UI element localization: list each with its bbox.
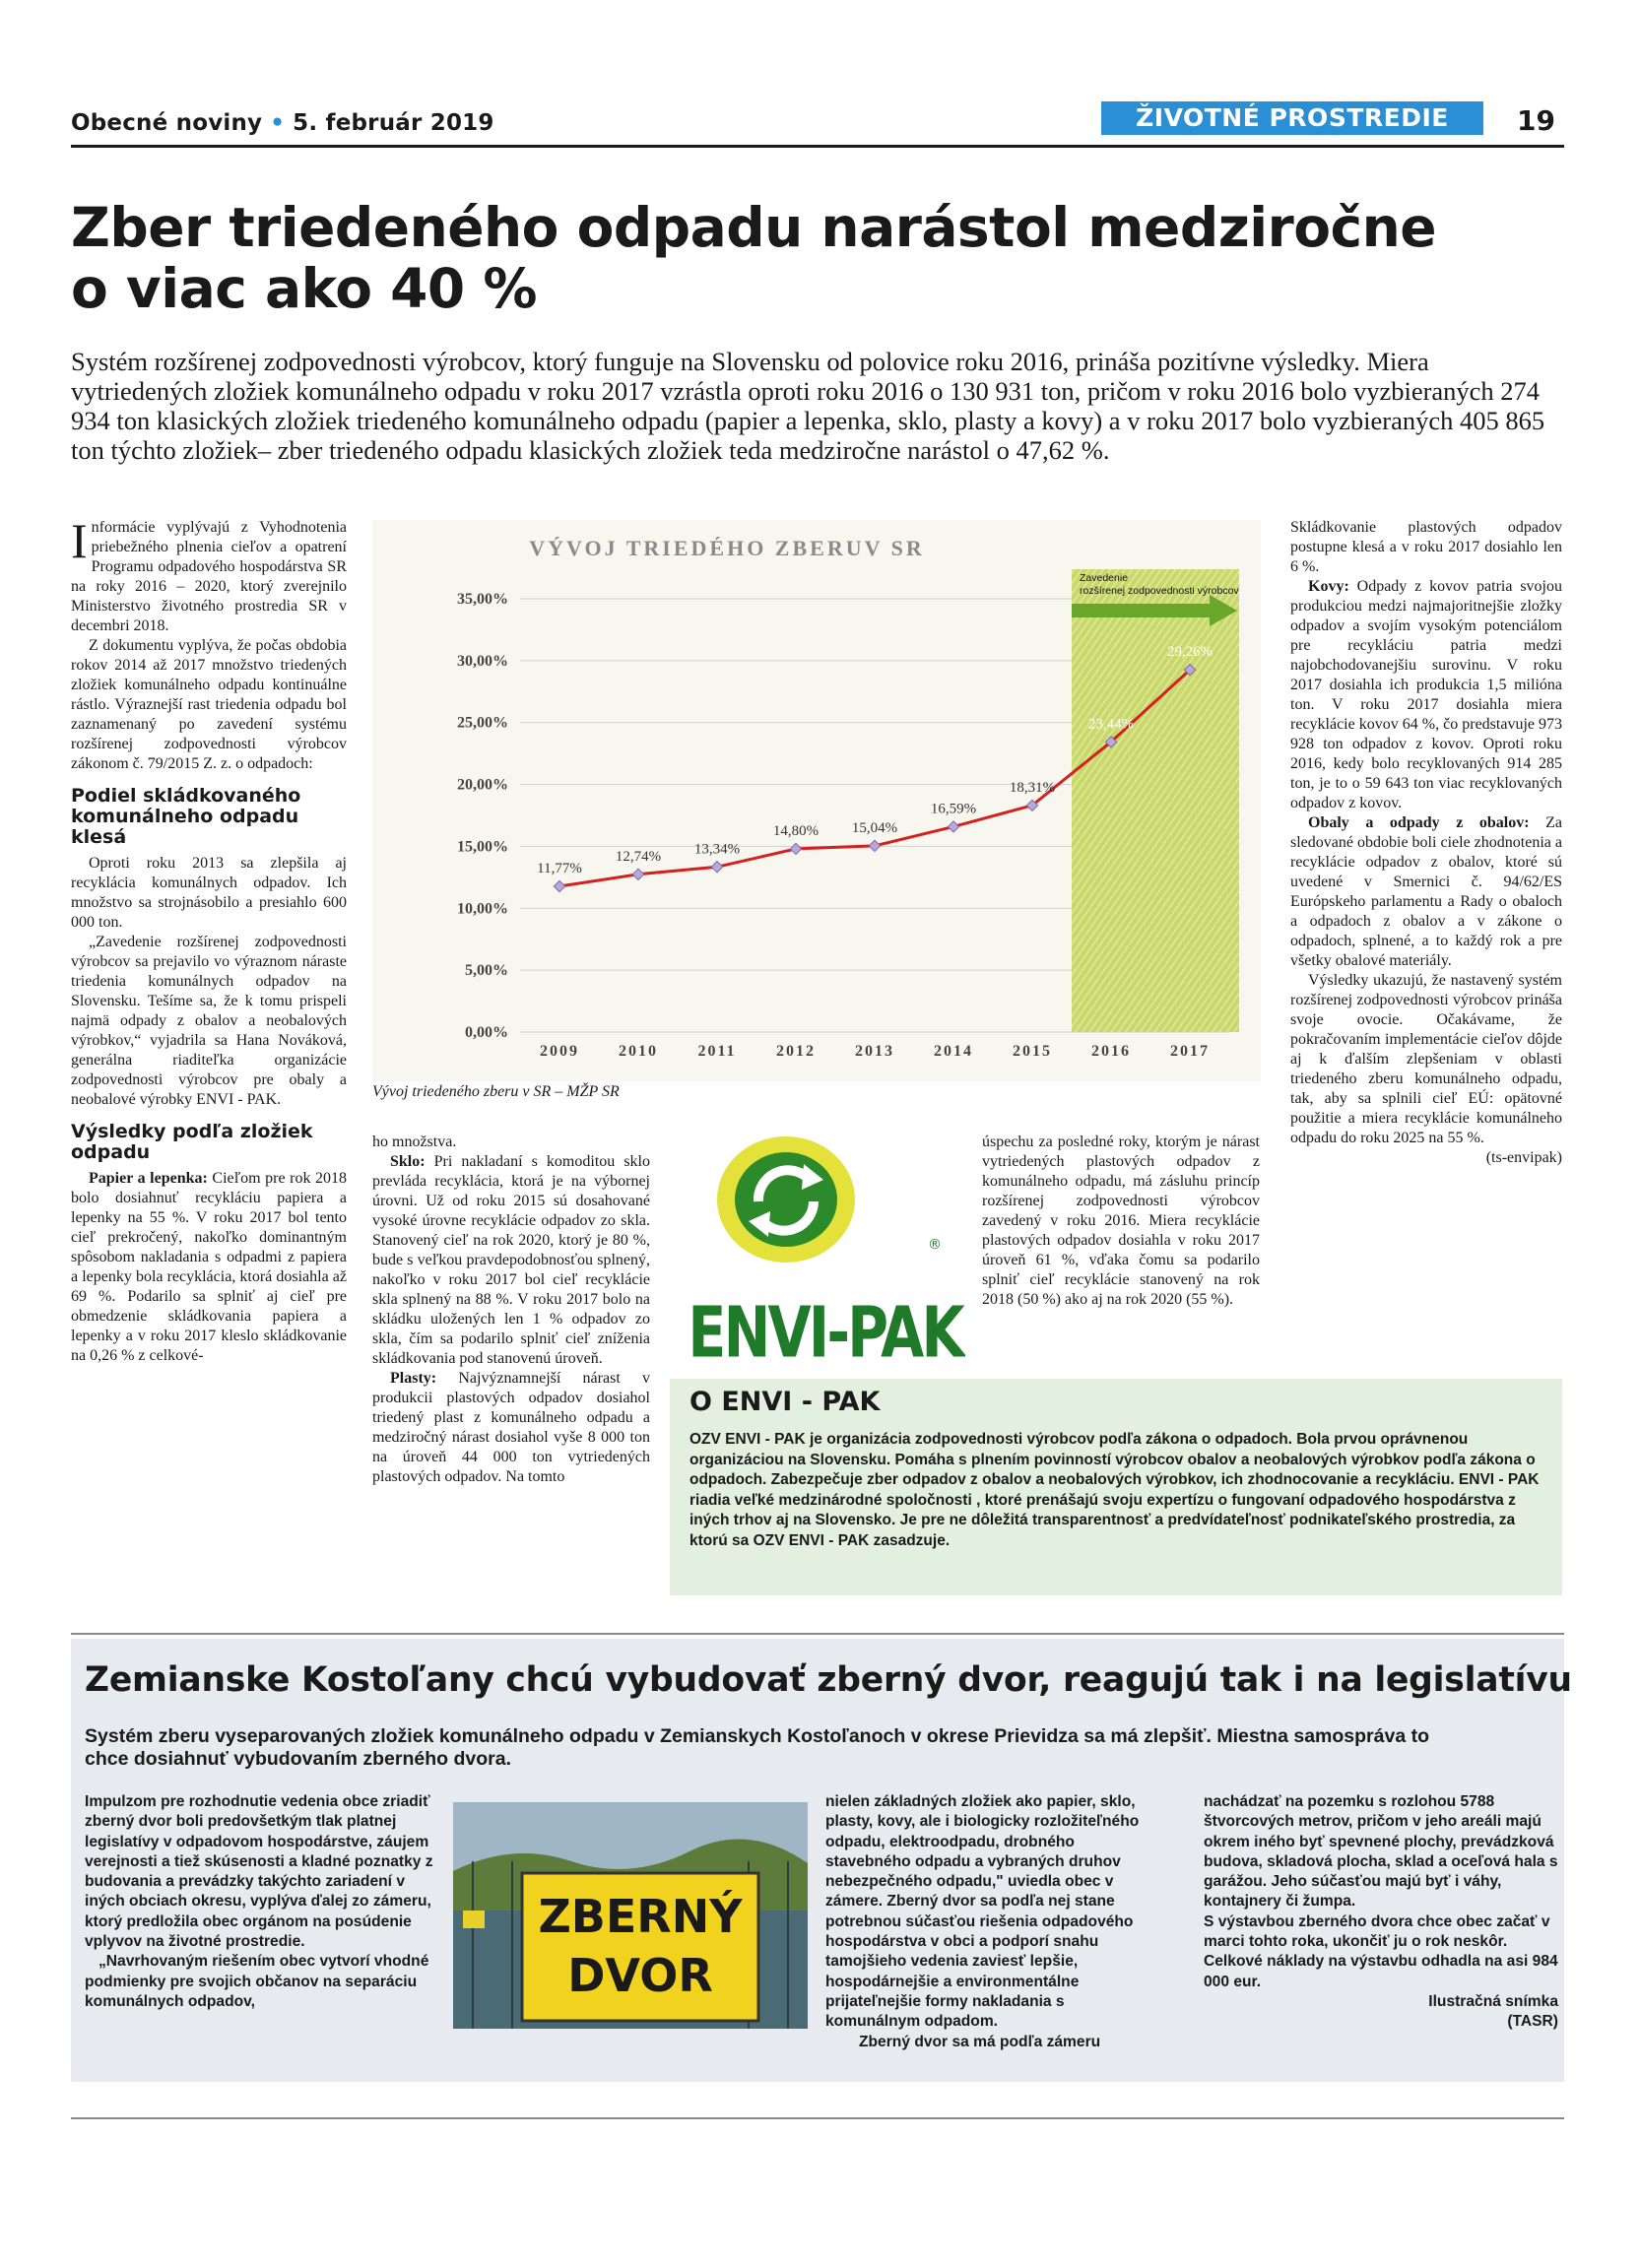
article2-column-3 (825, 1792, 1162, 2052)
article-column-4 (1290, 518, 1562, 1168)
section-divider (71, 1633, 1564, 1635)
y-tick-label: 25,00% (457, 714, 508, 732)
x-tick-label: 2015 (1013, 1043, 1052, 1060)
article-column-1 (71, 513, 347, 1366)
info-box-title: O ENVI - PAK (689, 1387, 881, 1417)
paragraph: ho množstva. (372, 1134, 457, 1150)
highlight-zone (1072, 569, 1239, 1032)
photo-credit-agency: (TASR) (1507, 2013, 1558, 2031)
header-divider (71, 145, 1564, 148)
paragraph: „Zavedenie rozšírenej zodpovednosti výrobcov sa prejavilo vo výraznom náraste triedenia komunálnych odpadov na Slovensku. Tešíme sa, že k tomu prispeli najmä odpady z obalov a neobalových výrobkov,“ vyjadrila sa Hana Nováková, generálna riaditeľka organizácie zodpovednosti výrobcov pre obaly a neobalové výrobky ENVI - PAK. (71, 934, 347, 1108)
bold-lead-in: Papier a lepenka: (89, 1170, 208, 1187)
logo-text: ENVI-PAK (688, 1292, 962, 1359)
y-tick-label: 15,00% (457, 838, 508, 856)
article2-column-4 (1204, 1792, 1558, 2033)
data-label: 13,34% (693, 841, 741, 858)
photo-credit: Ilustračná snímka (1428, 1992, 1558, 2010)
y-tick-label: 5,00% (465, 962, 508, 980)
chart-caption: Vývoj triedeného zberu v SR – MŽP SR (372, 1083, 620, 1100)
paragraph: Zberný dvor sa má podľa zámeru (859, 2033, 1101, 2050)
x-axis-ticks (540, 1043, 1210, 1060)
data-label: 14,80% (772, 822, 820, 839)
y-tick-label: 10,00% (457, 900, 508, 918)
headline (71, 197, 1548, 319)
data-label: 11,77% (537, 861, 582, 877)
photo-collection-yard (453, 1802, 808, 2029)
data-point (632, 869, 643, 879)
article-column-3 (982, 1133, 1260, 1310)
bold-lead-in: Obaly a odpady z obalov: (1308, 814, 1530, 831)
paragraph: Výsledky ukazujú, že nastavený systém rozšírenej zodpovednosti výrobcov prináša svoje ovocie. Očakávame, že pokračovaním implementácie cieľov dôjde aj k ďalším zlepšeniam v oblasti triedeného zberu komunálneho odpadu, tak, aby sa splnili cieľ EÚ: opätovné použitie a miera recyklácie komunálneho odpadu do roku 2025 na 55 %. (1290, 972, 1562, 1146)
photo-sign-line-2: DVOR (567, 1949, 713, 2002)
drop-cap: I (71, 513, 88, 568)
data-label: 15,04% (851, 819, 898, 836)
paragraph (1290, 813, 1562, 971)
data-point (790, 843, 801, 854)
headline-line-2: o viac ako 40 % (71, 257, 537, 320)
paragraph: nachádzať na pozemku s rozlohou 5788 štvorcových metrov, pričom v jeho areáli majú okrem iného byť spevnené plochy, prevádzková budova, skladová plocha, sklad a oceľová hala s garážou. Jeho súčasťou majú byť i váhy, kontajnery či žumpa. (1204, 1793, 1558, 1911)
registered-mark: ® (928, 1237, 942, 1253)
paragraph (71, 1169, 347, 1366)
paragraph: Impulzom pre rozhodnutie vedenia obce zriadiť zberný dvor boli predovšetkým tlak platnej legislatívy v odpadovom hospodárstve, záujem verejnosti a tiež skúsenosti a kladné poznatky z budovania a prevádzky takýchto zariadení v iných obciach okresu, vyplýva ďalej zo zámeru, ktorý predložila obec orgánom na posúdenie vplyvov na životné prostredie. (85, 1793, 433, 1951)
x-tick-label: 2017 (1170, 1043, 1210, 1060)
envipak-logo (670, 1133, 965, 1359)
y-tick-label: 20,00% (457, 776, 508, 794)
x-tick-label: 2009 (540, 1043, 579, 1060)
article2-column-1 (85, 1792, 439, 2012)
x-tick-label: 2011 (697, 1043, 737, 1060)
x-tick-label: 2010 (619, 1043, 658, 1060)
data-label: 29,26% (1166, 644, 1214, 661)
info-box-text: OZV ENVI - PAK je organizácia zodpovednosti výrobcov podľa zákona o odpadoch. Bola prvou oprávnenou organizáciou na Slovensku. Pomáha s plnením povinností výrobcov obalov a neobalových výrobkov podľa zákona o odpadoch. Zabezpečuje zber odpadov z obalov a neobalových výrobkov, ich zhodnocovanie a recykláciu. ENVI - PAK riadia veľké medzinárodné spoločnosti , ktoré prenášajú svoju expertízu o fungovaní odpadového hospodárstva z iných trhov aj na Slovensko. Je pre ne dôležitá transparentnosť a predvídateľnosť podnikateľského prostredia, za ktorú sa OZV ENVI - PAK zasadzuje. (689, 1431, 1540, 1549)
data-label: 12,74% (615, 848, 662, 865)
subheading: Podiel skládkovaného komunálneho odpadu klesá (71, 785, 301, 848)
y-axis-ticks (457, 591, 508, 1041)
article2-lead: Systém zberu vyseparovaných zložiek komunálneho odpadu v Zemianskych Kostoľanoch v okrese Prievidza sa má zlepšiť. Miestna samospráva to chce dosiahnuť vybudovaním zberného dvora. (85, 1725, 1429, 1770)
data-point (869, 840, 880, 851)
y-tick-label: 35,00% (457, 591, 508, 608)
paragraph: Skládkovanie plastových odpadov postupne klesá a v roku 2017 dosiahlo len 6 %. (1290, 519, 1562, 575)
data-label: 18,31% (1009, 779, 1056, 796)
photo-sign-line-1: ZBERNÝ (538, 1890, 743, 1943)
bold-lead-in: Plasty: (390, 1370, 437, 1387)
paragraph: nformácie vyplývajú z Vyhodnotenia priebežného plnenia cieľov a opatrení Programu odpadového hospodárstva SR na roky 2016 – 2020, ktorý zverejnilo Ministerstvo životného prostredia SR v decembri 2018. (71, 519, 347, 634)
chart-svg (372, 520, 1261, 1081)
photo (453, 1802, 808, 2029)
chart (372, 520, 1261, 1081)
x-tick-label: 2014 (934, 1043, 973, 1060)
paragraph-text: Cieľom pre rok 2018 bolo dosiahnuť recykláciu papiera a lepenky na 55 %. V roku 2017 bol tento cieľ prekročený, nakoľko dominantným spôsobom nakladania s odpadmi z papiera a lepenky bola recyklácia, ktorá dosiahla až 69 %. Podarilo sa splniť aj cieľ pre obmedzenie skládkovania papiera a lepenky a v roku 2017 kleslo skládkovanie na 0,26 % z celkové- (71, 1170, 347, 1364)
article2-title: Zemianske Kostoľany chcú vybudovať zberný dvor, reagujú tak i na legislatívu (85, 1660, 1572, 1700)
bottom-divider (71, 2117, 1564, 2119)
paragraph (372, 1369, 650, 1487)
chart-annotation: Zavedenie rozšírenej zodpovednosti výrobcov (1080, 572, 1239, 597)
data-point (711, 862, 722, 873)
paragraph (1290, 577, 1562, 813)
article-column-2 (372, 1133, 650, 1487)
paragraph: úspechu za posledné roky, ktorým je nárast vytriedených plastových odpadov z komunálneho odpadu, má zásluhu princíp rozšírenej zodpovednosti výrobcov zavedený v roku 2016. Miera recyklácie plastových odpadov dosiahla v roku 2017 úroveň 61 %, vďaka čomu sa podarilo splniť cieľ recyklácie stanovený na rok 2018 (50 %) ako aj na rok 2020 (55 %). (982, 1134, 1260, 1308)
article-lead: Systém rozšírenej zodpovednosti výrobcov, ktorý funguje na Slovensku od polovice roku 2016, prináša pozitívne výsledky. Miera vytriedených zložiek komunálneho odpadu v roku 2017 vzrástla oproti roku 2016 o 130 931 ton, pričom v roku 2016 bolo vyzbieraných 274 934 ton klasických zložiek triedeného komunálneho odpadu (papier a lepenka, sklo, plasty a kovy) a v roku 2017 bolo vyzbieraných 405 865 ton týchto zložiek– zber triedeného odpadu klasických zložiek teda medziročne narástol o 47,62 %. (71, 347, 1545, 465)
paragraph-text: Za sledované obdobie boli ciele zhodnotenia a recyklácie odpadov z obalov, ktoré sú uvedené v Smernici č. 94/62/ES Európskeho parlamentu a Rady o obaloch a odpadoch z obalov a v zákone o odpadoch, splnené, a to každý rok a pre všetky obalové materiály. (1290, 814, 1562, 969)
x-tick-label: 2013 (855, 1043, 894, 1060)
issue-date: 5. február 2019 (293, 110, 494, 136)
paper-name: Obecné noviny (71, 110, 263, 136)
paragraph: Oproti roku 2013 sa zlepšila aj recyklácia komunálnych odpadov. Ich množstvo sa strojnásobilo a presiahlo 600 000 ton. (71, 855, 347, 931)
bold-lead-in: Kovy: (1308, 578, 1349, 595)
paragraph-text: Pri nakladaní s komoditou sklo prevláda recyklácia, ktorá je na výbornej úrovni. Už od roku 2015 sú dosahované vysoké úrovne recyklácie odpadov zo skla. Stanovený cieľ na rok 2020, ktorý je 80 %, bude s veľkou pravdepodobnosťou splnený, nakoľko v roku 2017 bol cieľ recyklácie skla splnený na 88 %. V roku 2017 bolo na skládku uložených len 1 % odpadov zo skla, čím sa podarilo splniť cieľ zníženia skládkovania pod stanovenú úroveň. (372, 1153, 650, 1367)
paragraph: „Navrhovaným riešením obec vytvorí vhodné podmienky pre svojich občanov na separáciu komunálnych odpadov, (85, 1953, 429, 2010)
separator-dot: • (270, 110, 286, 136)
masthead (71, 110, 494, 136)
x-tick-label: 2012 (776, 1043, 816, 1060)
author-signature: (ts-envipak) (1485, 1149, 1562, 1166)
page-number: 19 (1517, 104, 1555, 137)
section-tag: ŽIVOTNÉ PROSTREDIE (1101, 101, 1483, 135)
data-label: 16,59% (930, 801, 977, 817)
x-tick-label: 2016 (1091, 1043, 1131, 1060)
chart-title: VÝVOJ TRIEDÉHO ZBERUV SR (529, 536, 925, 560)
y-tick-label: 0,00% (465, 1024, 508, 1041)
bold-lead-in: Sklo: (390, 1153, 426, 1170)
paragraph-text: Odpady z kovov patria svojou produkciou medzi najmajoritnejšie zložky odpadov a svojím vysokým potenciálom pre recykláciu patria medzi najobchodovanejšiu surovinu. V roku 2017 dosiahla ich produkcia 1,5 milióna ton. V roku 2017 dosiahla miera recyklácie kovov 64 %, čo predstavuje 973 928 ton odpadov z kovov. Oproti roku 2016, kedy bolo recyklovaných 914 285 ton, je to o 59 643 ton viac recyklovaných odpadov z kovov. (1290, 578, 1562, 811)
paragraph: Z dokumentu vyplýva, že počas obdobia rokov 2014 až 2017 množstvo triedených zložiek komunálneho odpadu kontinuálne rástlo. Výraznejší rast triedenia odpadu bol zaznamenaný po zavedení systému rozšírenej zodpovednosti výrobcov zákonom č. 79/2015 Z. z. o odpadoch: (71, 637, 347, 772)
recycle-logo-icon (670, 1133, 965, 1359)
data-label: 23,44% (1087, 716, 1135, 733)
y-tick-label: 30,00% (457, 652, 508, 670)
paragraph-text: Najvýznamnejší nárast v produkcii plastových odpadov dosiahol triedený plast z komunálneho odpadu a medziročný nárast dosiahol vyše 8 000 ton na úroveň 44 000 ton vytriedených plastových odpadov. Na tomto (372, 1370, 650, 1485)
data-point (948, 821, 958, 832)
paragraph: S výstavbou zberného dvora chce obec začať v marci tohto roka, ukončiť ju o rok neskôr. Celkové náklady na výstavbu odhadla na asi 984 000 eur. (1204, 1912, 1558, 1990)
paragraph: nielen základných zložiek ako papier, sklo, plasty, kovy, ale i biologicky rozložiteľného odpadu, elektroodpadu, drobného stavebného odpadu a vybraných druhov nebezpečného odpadu," uviedla obec v zámere. Zberný dvor sa podľa nej stane potrebnou súčasťou riešenia odpadového hospodárstva v obci a podporí snahu tamojšieho vedenia zaviesť lepšie, hospodárnejšie a environmentálne prijateľnejšie formy nakladania s komunálnym odpadom. (825, 1793, 1140, 2031)
subheading: Výsledky podľa zložiek odpadu (71, 1121, 313, 1163)
data-point (554, 880, 564, 891)
headline-line-1: Zber triedeného odpadu narástol medziročne (71, 196, 1437, 259)
paragraph (372, 1152, 650, 1369)
